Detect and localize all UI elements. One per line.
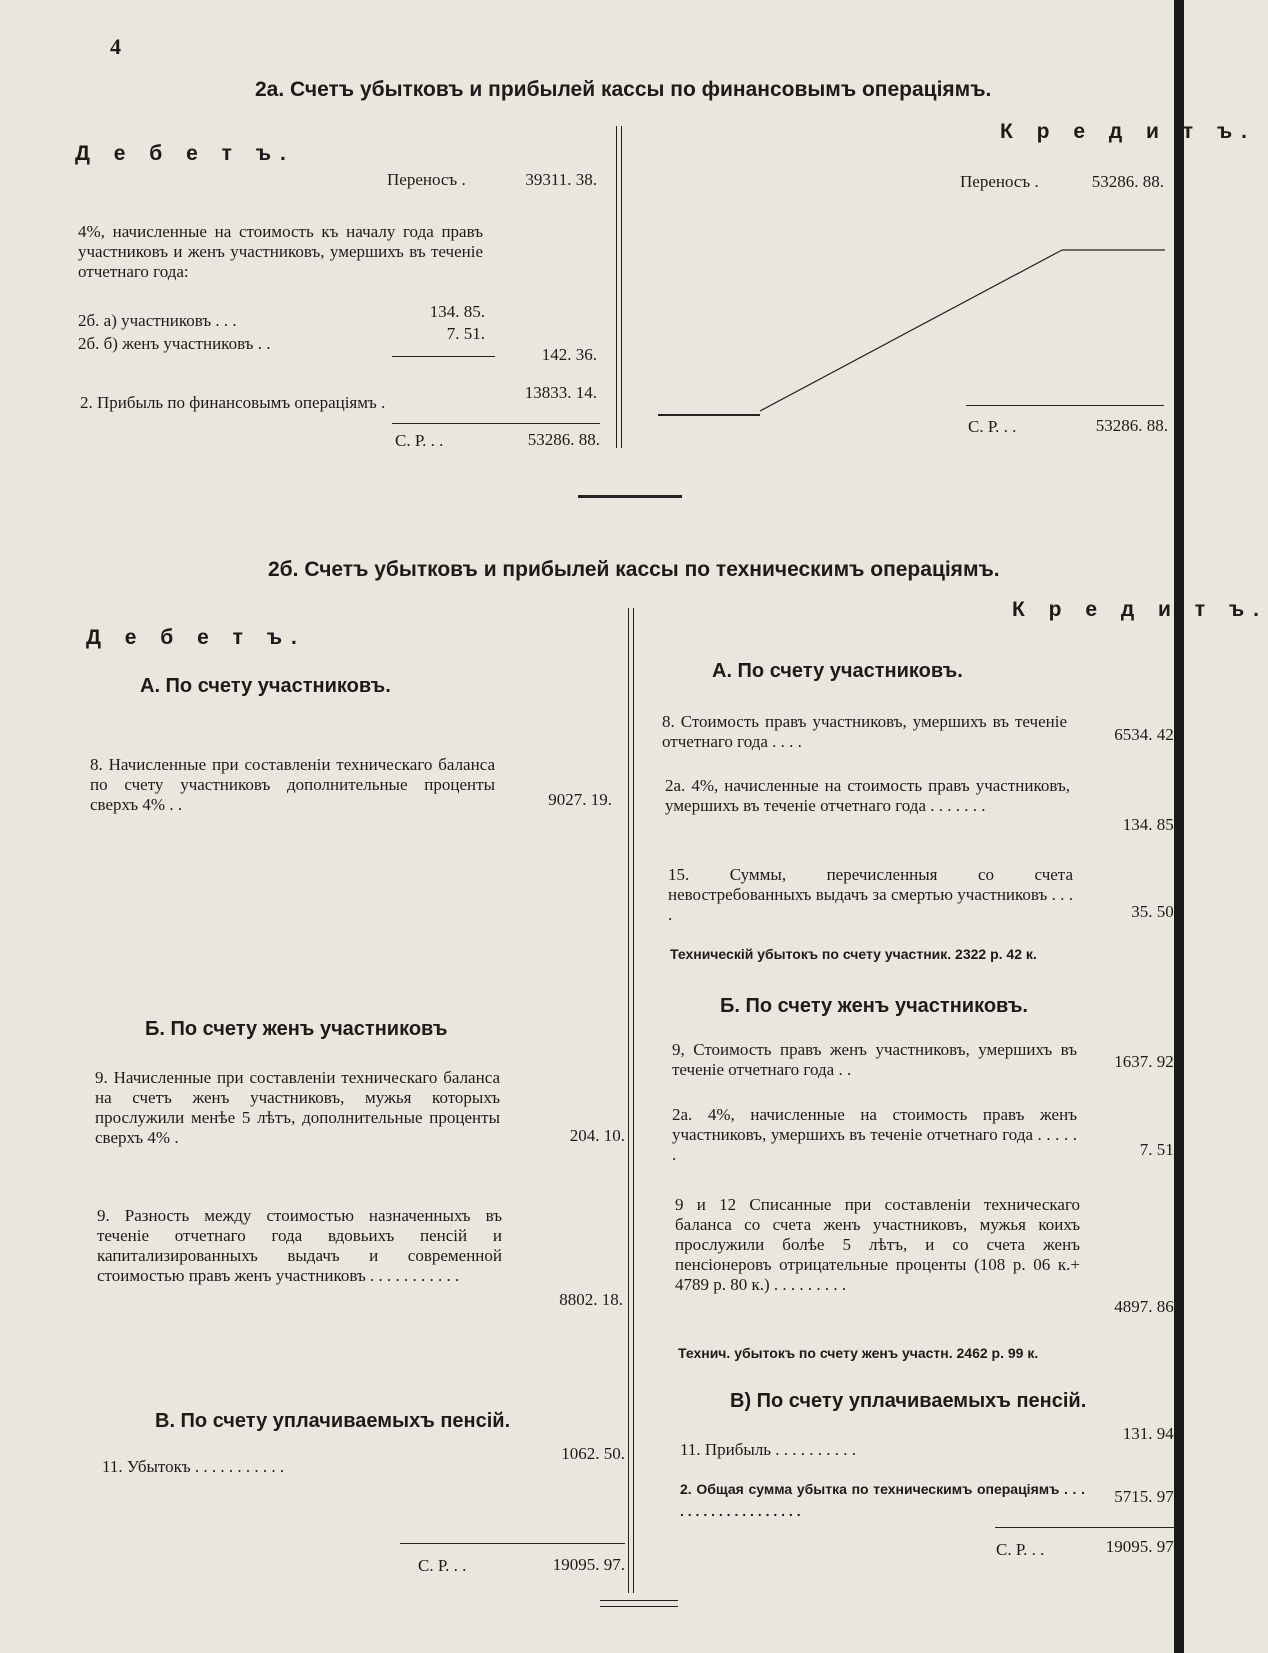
- s2a-debit-item1-text: 4%, начисленные на стоимость къ началу года правъ участниковъ и женъ участниковъ, умершихъ въ теченіе отчетнаго года:: [78, 222, 483, 281]
- s2b-debit-b9b-value: 8802. 18.: [559, 1290, 623, 1309]
- s2b-credit-v2-text: 2. Общая сумма убытка по техническимъ операціямъ . . . . . . . . . . . . . . . . . . .: [680, 1481, 1085, 1519]
- bottom-rule-top: [600, 1600, 678, 1601]
- page-number: 4: [110, 34, 121, 59]
- s2b-debit-sum-rule: [400, 1543, 625, 1544]
- section-separator: [578, 495, 682, 498]
- s2b-debit-sum-value: 19095. 97.: [552, 1555, 625, 1574]
- s2b-credit-a15-value: 35. 50.: [1131, 902, 1178, 921]
- section-2a-title: 2а. Счетъ убытковъ и прибылей кассы по финансовымъ операціямъ.: [255, 78, 992, 101]
- s2a-credit-sum-rule: [966, 405, 1164, 406]
- s2b-divider-b: [633, 608, 634, 1593]
- s2b-credit-v11-label: 11. Прибыль . . . . . . . . . .: [680, 1440, 857, 1459]
- s2b-credit-b912-text: 9 и 12 Списанные при составленіи техническаго баланса со счета женъ участниковъ, мужья коихъ прослужили болѣе 5 лѣтъ, и со счета женъ пенсіонеровъ отрицательные проценты (108 р. 06 к.+ 4789 р. 80 к.) . . . . . . . . .: [675, 1195, 1080, 1294]
- s2a-debit-sub-b-value: 7. 51.: [446, 324, 485, 343]
- s2b-debit-header: Д е б е т ъ.: [86, 626, 306, 649]
- s2b-credit-sum-value: 19095. 97.: [1105, 1537, 1178, 1556]
- s2a-credit-carry-label: Переносъ .: [960, 172, 1039, 191]
- section-2b-title: 2б. Счетъ убытковъ и прибылей кассы по техническимъ операціямъ.: [268, 558, 1000, 581]
- s2b-credit-b9-value: 1637. 92.: [1114, 1052, 1178, 1071]
- s2b-credit-a2a-text: 2а. 4%, начисленные на стоимость правъ участниковъ, умершихъ въ теченіе отчетнаго года . . . . . . .: [665, 776, 1070, 815]
- s2a-debit-sum-rule: [392, 423, 600, 424]
- s2a-debit-sum-value: 53286. 88.: [527, 430, 600, 449]
- s2a-debit-sub-a-value: 134. 85.: [429, 302, 485, 321]
- s2b-credit-b2a-text: 2а. 4%, начисленные на стоимость правъ женъ участниковъ, умершихъ въ теченіе отчетнаго года . . . . . .: [672, 1105, 1077, 1164]
- s2a-debit-item1-total: 142. 36.: [541, 345, 597, 364]
- s2b-debit-sum-label: С. Р. . .: [418, 1556, 467, 1575]
- s2a-debit-carry-value: 39311. 38.: [525, 170, 597, 189]
- s2b-debit-a8-text: 8. Начисленные при составленіи техническаго баланса по счету участниковъ дополнительные проценты сверхъ 4% . .: [90, 755, 495, 814]
- s2a-debit-sub-b-label: 2б. б) женъ участниковъ . .: [78, 334, 271, 353]
- s2a-debit-sum-label: С. Р. . .: [395, 431, 444, 450]
- s2b-credit-sum-label: С. Р. . .: [996, 1540, 1045, 1559]
- s2b-debit-b9-text: 9. Начисленные при составленіи техническаго баланса на счетъ женъ участниковъ, мужья которыхъ прослужили менѣе 5 лѣтъ, дополнительные проценты сверхъ 4% .: [95, 1068, 500, 1147]
- s2b-debit-a8-value: 9027. 19.: [548, 790, 612, 809]
- s2a-divider-a: [616, 126, 617, 448]
- s2b-credit-a2a-value: 134. 85.: [1122, 815, 1178, 834]
- s2b-credit-a-loss: Техническій убытокъ по счету участник. 2322 р. 42 к.: [670, 946, 1037, 962]
- s2b-credit-a8-text: 8. Стоимость правъ участниковъ, умершихъ въ теченіе отчетнаго года . . . .: [662, 712, 1067, 751]
- s2a-debit-item2-value: 13833. 14.: [524, 383, 597, 402]
- s2a-credit-sum-label: С. Р. . .: [968, 417, 1017, 436]
- s2b-divider-a: [628, 608, 629, 1593]
- s2b-credit-header: К р е д и т ъ.: [1012, 598, 1268, 621]
- s2b-credit-sec-a: А. По счету участниковъ.: [712, 660, 963, 682]
- s2b-debit-sec-a: А. По счету участниковъ.: [140, 675, 391, 697]
- s2b-debit-v11-value: 1062. 50.: [561, 1444, 625, 1463]
- s2a-debit-sub-a-label: 2б. а) участниковъ . . .: [78, 311, 237, 330]
- s2b-credit-sum-rule: [995, 1527, 1175, 1528]
- s2b-credit-v2-value: 5715. 97.: [1114, 1487, 1178, 1506]
- s2b-credit-sec-v: В) По счету уплачиваемыхъ пенсій.: [730, 1390, 1087, 1412]
- s2a-debit-header: Д е б е т ъ.: [75, 142, 295, 165]
- s2b-credit-a8-value: 6534. 42.: [1114, 725, 1178, 744]
- s2b-debit-b9-value: 204. 10.: [569, 1126, 625, 1145]
- s2a-credit-header: К р е д и т ъ.: [1000, 120, 1256, 143]
- s2b-debit-sec-b: Б. По счету женъ участниковъ: [145, 1018, 448, 1040]
- s2a-divider-b: [621, 126, 622, 448]
- s2b-credit-a15-text: 15. Суммы, перечисленныя со счета невостребованныхъ выдачъ за смертью участниковъ . . . .: [668, 865, 1073, 924]
- s2b-debit-v11-label: 11. Убытокъ . . . . . . . . . . .: [102, 1457, 285, 1476]
- s2b-credit-b2a-value: 7. 51.: [1139, 1140, 1178, 1159]
- s2a-debit-carry-label: Переносъ .: [387, 170, 466, 189]
- s2b-credit-v11-value: 131. 94.: [1122, 1424, 1178, 1443]
- s2a-credit-sum-value: 53286. 88.: [1095, 416, 1168, 435]
- s2b-debit-sec-v: В. По счету уплачиваемыхъ пенсій.: [155, 1410, 511, 1432]
- s2a-debit-item2-label: 2. Прибыль по финансовымъ операціямъ .: [80, 393, 386, 412]
- s2a-credit-filler-stroke: [650, 240, 1170, 420]
- s2b-credit-b9-text: 9, Стоимость правъ женъ участниковъ, умершихъ въ теченіе отчетнаго года . .: [672, 1040, 1077, 1079]
- s2b-credit-sec-b: Б. По счету женъ участниковъ.: [720, 995, 1028, 1017]
- s2b-credit-b912-value: 4897. 86.: [1114, 1297, 1178, 1316]
- s2b-debit-b9b-text: 9. Разность между стоимостью назначенныхъ въ теченіе отчетнаго года вдовьихъ пенсій и капитализированныхъ выдачъ и современной стоимостью правъ женъ участниковъ . . . . . . . . . . .: [97, 1206, 502, 1285]
- s2a-subtotal-rule: [392, 356, 495, 357]
- bottom-rule-bottom: [600, 1606, 678, 1607]
- s2a-credit-carry-value: 53286. 88.: [1091, 172, 1164, 191]
- s2b-credit-b-loss: Технич. убытокъ по счету женъ участн. 2462 р. 99 к.: [678, 1345, 1039, 1361]
